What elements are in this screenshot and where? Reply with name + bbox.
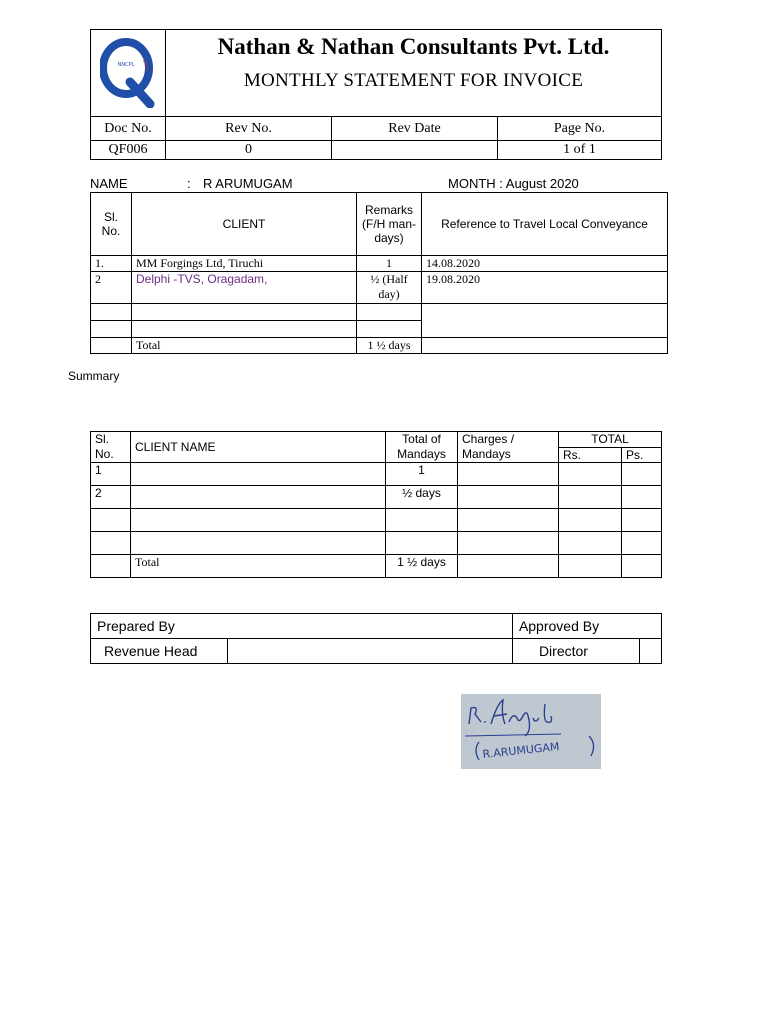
col-header-reference: Reference to Travel Local Conveyance xyxy=(422,193,668,256)
summary-table xyxy=(90,431,662,578)
rev-no-label: Rev No. xyxy=(166,117,332,141)
total-row xyxy=(91,338,668,354)
table-row xyxy=(91,256,668,272)
col-header-sl: Sl. No. xyxy=(91,193,132,256)
row-sl: 1. xyxy=(91,256,132,272)
sum-header-ps: Ps. xyxy=(622,448,662,463)
table-row-empty xyxy=(91,532,662,555)
doc-no-label: Doc No. xyxy=(91,117,166,141)
company-name: Nathan & Nathan Consultants Pvt. Ltd. xyxy=(217,34,610,59)
sum-header-charges: Charges / Mandays xyxy=(458,432,559,463)
sum-header-client: CLIENT NAME xyxy=(131,432,386,463)
table-row-empty xyxy=(91,304,668,321)
signoff-table xyxy=(90,613,662,664)
page-no-label: Page No. xyxy=(498,117,662,141)
svg-text:NNCPL: NNCPL xyxy=(117,61,135,68)
month-value: MONTH : August 2020 xyxy=(448,176,579,191)
name-colon: : xyxy=(187,176,191,191)
sum-header-sl: Sl. No. xyxy=(91,432,131,463)
table-row xyxy=(91,486,662,509)
row-client: MM Forgings Ltd, Tiruchi xyxy=(132,256,357,272)
statement-table xyxy=(90,192,668,354)
approved-role: Director xyxy=(512,639,639,664)
sum-header-rs: Rs. xyxy=(559,448,622,463)
total-row xyxy=(91,555,662,578)
col-header-remarks: Remarks (F/H man-days) xyxy=(357,193,422,256)
row-remarks: ½ (Half day) xyxy=(357,272,422,304)
row-client: Delphi -TVS, Oragadam, xyxy=(132,272,357,304)
sum-total-label: Total xyxy=(131,555,386,578)
header-table xyxy=(90,29,662,160)
doc-no-value: QF006 xyxy=(91,141,166,160)
document-title: MONTHLY STATEMENT FOR INVOICE xyxy=(243,70,584,91)
col-header-client: CLIENT xyxy=(132,193,357,256)
name-value: R ARUMUGAM xyxy=(203,176,293,191)
prepared-role: Revenue Head xyxy=(91,639,228,664)
signature-image xyxy=(461,694,601,769)
svg-text:EXCEL: EXCEL xyxy=(141,58,151,72)
sum-row-sl: 1 xyxy=(91,463,131,486)
sum-header-total: TOTAL xyxy=(559,432,662,448)
sum-row-mandays: ½ days xyxy=(386,486,458,509)
sum-row-mandays: 1 xyxy=(386,463,458,486)
summary-heading: Summary xyxy=(68,369,120,383)
rev-date-label: Rev Date xyxy=(332,117,498,141)
logo-cell xyxy=(91,30,166,117)
row-reference: 14.08.2020 xyxy=(422,256,668,272)
table-row xyxy=(91,463,662,486)
rev-no-value: 0 xyxy=(166,141,332,160)
row-sl: 2 xyxy=(91,272,132,304)
company-logo-icon xyxy=(100,36,156,108)
sum-total-value: 1 ½ days xyxy=(386,555,458,578)
rev-date-value xyxy=(332,141,498,160)
sum-row-sl: 2 xyxy=(91,486,131,509)
table-row-empty xyxy=(91,509,662,532)
name-label: NAME xyxy=(90,176,128,191)
sum-header-mandays: Total of Mandays xyxy=(386,432,458,463)
row-remarks: 1 xyxy=(357,256,422,272)
row-reference: 19.08.2020 xyxy=(422,272,668,304)
title-cell xyxy=(166,30,662,117)
signature-icon xyxy=(461,694,601,769)
approved-by-label: Approved By xyxy=(512,614,661,639)
prepared-by-label: Prepared By xyxy=(91,614,513,639)
total-value: 1 ½ days xyxy=(357,338,422,354)
table-row xyxy=(91,272,668,304)
page-no-value: 1 of 1 xyxy=(498,141,662,160)
total-label: Total xyxy=(132,338,357,354)
svg-text:R.ARUMUGAM: R.ARUMUGAM xyxy=(481,739,560,761)
